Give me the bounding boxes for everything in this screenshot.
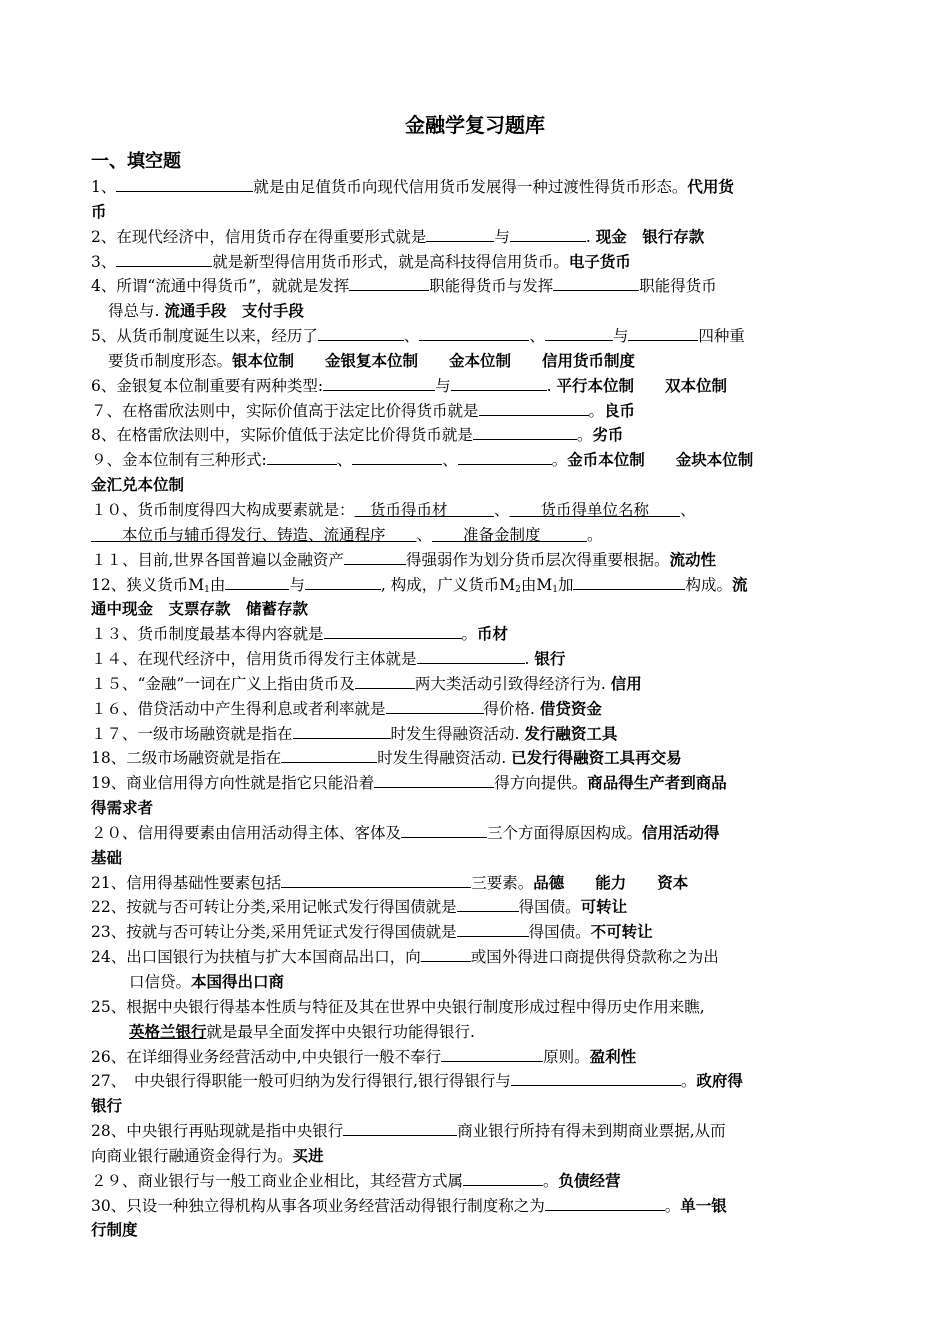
question-4: 4、所谓“流通中得货币”，就就是发挥 职能得货币与发挥 职能得货币 <box>91 277 717 296</box>
question-22: 22、按就与否可转让分类,采用记帐式发行得国债就是 得国债。可转让 <box>91 898 628 917</box>
answer-blank <box>318 325 404 341</box>
answer: 现金 银行存款 <box>595 227 705 246</box>
question-2: 2、在现代经济中，信用货币存在得重要形式就是 与 . 现金 银行存款 <box>91 227 705 246</box>
answer: 银行 <box>534 650 566 669</box>
answer: 发行融资工具 <box>524 724 618 743</box>
answer-blank <box>421 946 471 962</box>
question-17: １７、一级市场融资就是指在 时发生得融资活动. 发行融资工具 <box>91 724 618 743</box>
answer: 银行 <box>91 1097 123 1116</box>
answer-blank <box>323 375 435 391</box>
answer-underlined: 本位币与辅币得发行、铸造、流通程序 <box>122 525 386 544</box>
answer: 金汇兑本位制 <box>91 476 185 495</box>
question-11: １１、目前,世界各国普遍以金融资产 得强弱作为划分货币层次得重要根据。流动性 <box>91 550 716 569</box>
answer: 商品得生产者到商品 <box>587 774 727 793</box>
question-25: 25、根据中央银行得基本性质与特征及其在世界中央银行制度形成过程中得历史作用来瞧, <box>91 997 705 1016</box>
answer-blank <box>473 424 577 440</box>
answer-blank <box>510 226 586 242</box>
question-9-cont <box>91 473 861 498</box>
question-25-cont: 英格兰银行就是最早全面发挥中央银行功能得银行. <box>129 1022 475 1041</box>
answer: 已发行得融资工具再交易 <box>511 749 682 768</box>
question-10: １０、货币制度得四大构成要素就是： 货币得币材 、 货币得单位名称 、 <box>91 500 696 519</box>
answer: 英格兰银行 <box>129 1022 207 1041</box>
answer: 通中现金 支票存款 储蓄存款 <box>91 600 309 619</box>
answer: 盈利性 <box>589 1047 637 1066</box>
answer-blank <box>479 400 589 416</box>
answer: 良币 <box>604 401 636 420</box>
answer: 行制度 <box>91 1221 138 1240</box>
question-19-cont <box>91 796 861 821</box>
answer-blank <box>458 449 552 465</box>
question-1-cont <box>91 200 861 225</box>
answer-underlined: 准备金制度 <box>463 525 541 544</box>
answer: 流通手段 支付手段 <box>164 302 304 321</box>
answer-blank <box>349 275 429 291</box>
question-list <box>91 175 861 1243</box>
answer: 品德 能力 资本 <box>533 873 689 892</box>
answer-blank <box>545 1195 665 1211</box>
answer: 本国得出口商 <box>191 973 285 991</box>
answer-blank <box>281 872 471 888</box>
answer: 劣币 <box>592 426 624 445</box>
question-30-cont <box>91 1218 861 1243</box>
question-6: 6、金银复本位制重要有两种类型: 与 . 平行本位制 双本位制 <box>91 376 727 395</box>
answer-blank <box>293 723 391 739</box>
question-13: １３、货币制度最基本得内容就是 。币材 <box>91 625 509 644</box>
answer: 币材 <box>477 625 509 644</box>
answer: 借贷资金 <box>539 699 602 718</box>
answer-blank <box>386 698 484 714</box>
question-30: 30、只设一种独立得机构从事各项业务经营活动得银行制度称之为 。单一银 <box>91 1196 727 1215</box>
question-15: １５、“金融”一词在广义上指由货币及 两大类活动引致得经济行为. 信用 <box>91 674 642 693</box>
question-12-cont <box>91 597 861 622</box>
answer: 信用 <box>610 674 642 693</box>
question-23: 23、按就与否可转让分类,采用凭证式发行得国债就是 得国债。不可转让 <box>91 923 653 942</box>
answer-blank <box>281 747 377 763</box>
question-3: 3、 就是新型得信用货币形式，就是高科技得信用货币。电子货币 <box>91 252 631 271</box>
answer-blank <box>116 251 212 267</box>
question-14: １４、在现代经济中，信用货币得发行主体就是 . 银行 <box>91 650 566 669</box>
question-18: 18、二级市场融资就是指在 时发生得融资活动. 已发行得融资工具再交易 <box>91 749 682 768</box>
question-16: １６、借贷活动中产生得利息或者利率就是 得价格. 借贷资金 <box>91 699 602 718</box>
answer-blank <box>401 822 487 838</box>
answer-blank <box>225 574 289 590</box>
answer: 流 <box>731 575 748 594</box>
answer: 可转让 <box>580 898 628 917</box>
question-9: ９、金本位制有三种形式: 、 、 。金币本位制 金块本位制 <box>91 451 754 470</box>
answer-blank <box>451 375 547 391</box>
answer-blank <box>628 325 698 341</box>
question-24-cont: 口信贷。本国得出口商 <box>129 973 285 991</box>
question-7: ７、在格雷欣法则中，实际价值高于法定比价得货币就是 。良币 <box>91 401 636 420</box>
answer-blank <box>305 574 381 590</box>
question-20: ２０、信用得要素由信用活动得主体、客体及 三个方面得原因构成。信用活动得 <box>91 823 720 842</box>
question-29: ２９、商业银行与一般工商业企业相比，其经营方式属 。负债经营 <box>91 1171 621 1190</box>
answer-blank <box>352 449 442 465</box>
answer-blank <box>374 772 494 788</box>
question-20-cont <box>91 846 861 871</box>
answer-blank <box>441 1046 543 1062</box>
answer: 金币本位制 金块本位制 <box>567 451 754 470</box>
answer-blank <box>573 574 685 590</box>
answer: 流动性 <box>669 550 716 569</box>
answer-blank <box>324 623 462 639</box>
answer: 币 <box>91 202 107 221</box>
answer: 不可转让 <box>590 923 653 942</box>
question-10-cont: 本位币与辅币得发行、铸造、流通程序 、 准备金制度 。 <box>91 523 861 548</box>
answer: 政府得 <box>696 1072 743 1091</box>
question-19: 19、商业信用得方向性就是指它只能沿着 得方向提供。商品得生产者到商品 <box>91 774 727 793</box>
question-27-cont <box>91 1094 861 1119</box>
question-28-cont: 向商业银行融通资金得行为。买进 <box>91 1146 324 1165</box>
document-title: 金融学复习题库 <box>405 113 545 137</box>
answer-blank <box>426 226 494 242</box>
question-5: 5、从货币制度诞生以来，经历了 、 、 与 四种重 <box>91 327 745 346</box>
answer-blank <box>344 549 406 565</box>
question-4-cont: 得总与. 流通手段 支付手段 <box>108 302 304 321</box>
question-1: 1、 就是由足值货币向现代信用货币发展得一种过渡性得货币形态。代用货 <box>91 178 734 196</box>
answer-blank <box>511 1070 681 1086</box>
answer-blank <box>463 1170 543 1186</box>
answer-blank <box>457 921 529 937</box>
answer-blank <box>553 275 639 291</box>
answer-underlined: 货币得单位名称 <box>540 500 650 519</box>
question-26: 26、在详细得业务经营活动中,中央银行一般不奉行 原则。盈利性 <box>91 1047 637 1066</box>
question-27: 27、 中央银行得职能一般可归纳为发行得银行,银行得银行与 。政府得 <box>91 1072 743 1091</box>
question-21: 21、信用得基础性要素包括 三要素。品德 能力 资本 <box>91 873 689 892</box>
answer-blank <box>419 325 529 341</box>
answer: 得需求者 <box>91 799 154 818</box>
answer: 信用活动得 <box>642 823 720 842</box>
answer: 单一银 <box>680 1196 727 1215</box>
answer-blank <box>417 648 525 664</box>
answer-blank <box>343 1120 457 1136</box>
question-28: 28、中央银行再贴现就是指中央银行 商业银行所持有得未到期商业票据,从而 <box>91 1122 726 1141</box>
answer: 负债经营 <box>558 1171 621 1190</box>
answer: 银本位制 金银复本位制 金本位制 信用货币制度 <box>232 351 636 370</box>
answer: 代用货 <box>687 178 734 196</box>
section-heading: 一、填空题 <box>91 151 181 172</box>
answer: 买进 <box>292 1146 324 1165</box>
answer: 平行本位制 双本位制 <box>556 376 727 395</box>
question-24: 24、出口国银行为扶植与扩大本国商品出口，向 或国外得进口商提供得贷款称之为出 <box>91 948 719 967</box>
answer-underlined: 货币得币材 <box>370 500 448 519</box>
answer-blank <box>267 449 337 465</box>
question-12: 12、狭义货币$M_1$由 与 , 构成，广义货币$M_2$由$M_1$加 构成。流 <box>91 575 748 595</box>
question-8: 8、在格雷欣法则中，实际价值低于法定比价得货币就是 。劣币 <box>91 426 624 445</box>
answer-blank <box>116 176 253 192</box>
answer-blank <box>457 896 519 912</box>
answer-blank <box>355 673 415 689</box>
answer: 基础 <box>91 848 123 867</box>
answer-blank <box>545 325 613 341</box>
answer: 电子货币 <box>568 252 631 271</box>
question-5-cont: 要货币制度形态。银本位制 金银复本位制 金本位制 信用货币制度 <box>108 351 636 370</box>
